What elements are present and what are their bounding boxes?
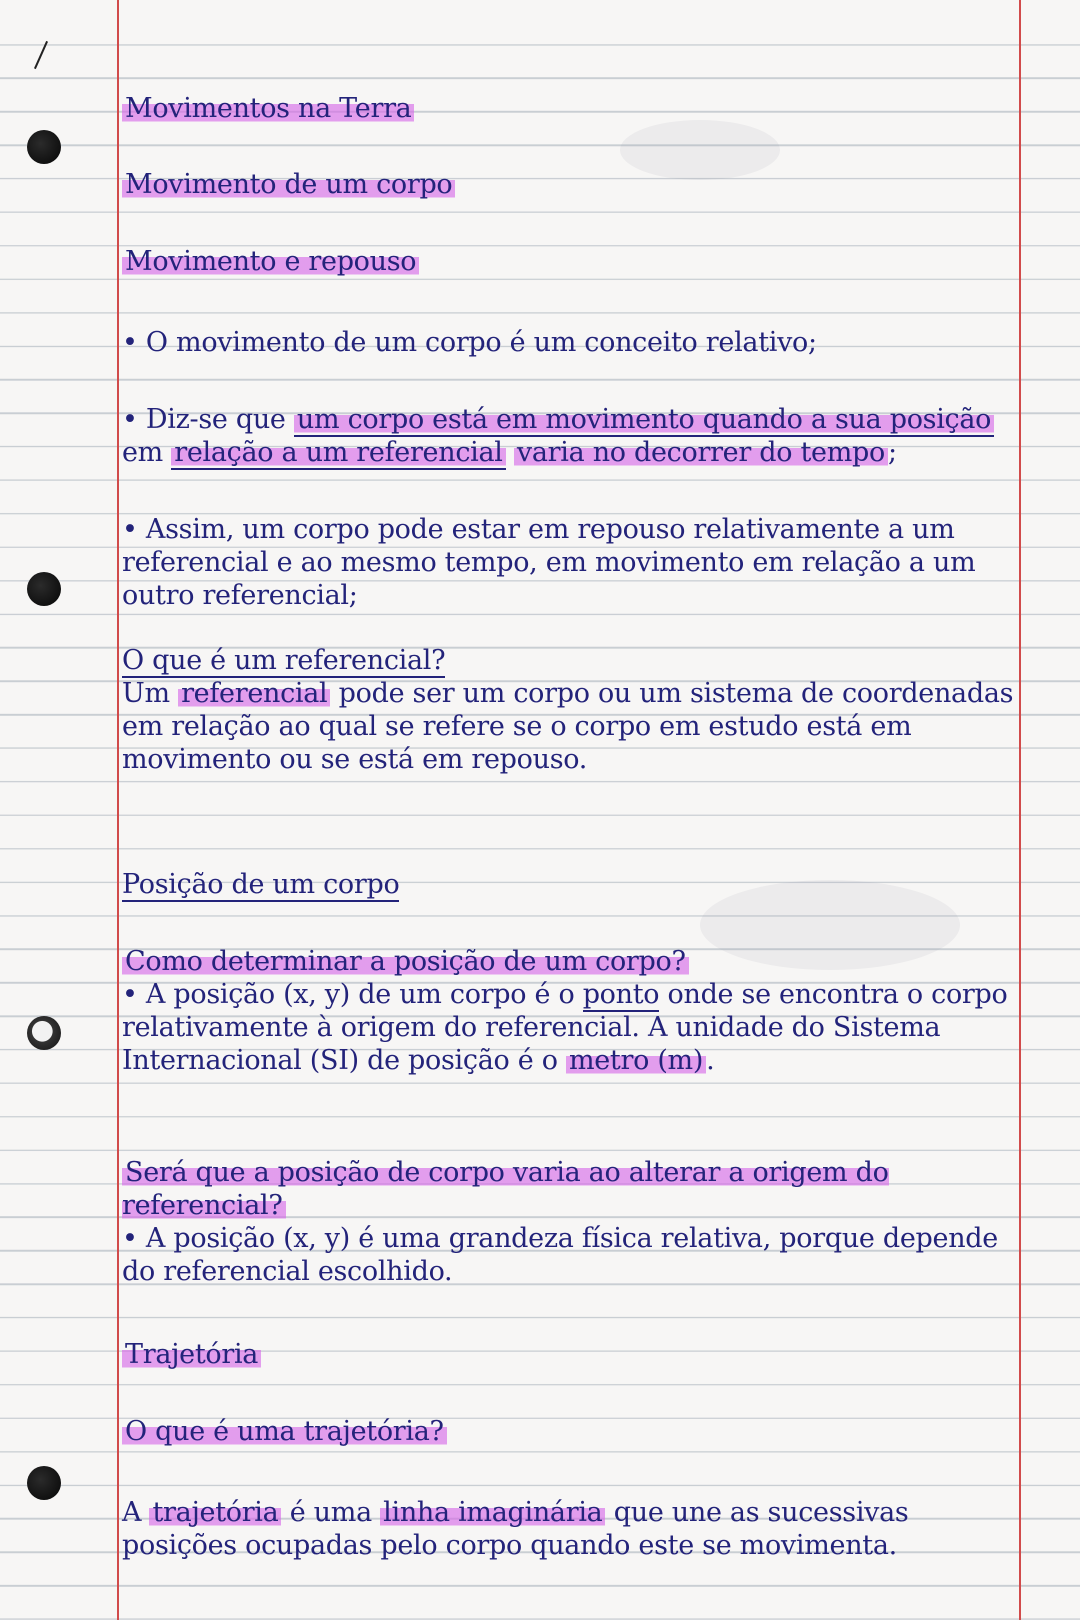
answer-referencial xyxy=(122,677,1017,776)
note-definicao-movimento xyxy=(122,403,1017,469)
note-text: é uma xyxy=(281,1497,381,1528)
highlighted-text: um corpo está em movimento quando a sua posição xyxy=(294,404,994,437)
heading-text: Movimento de um corpo xyxy=(122,169,455,200)
note-text: Um xyxy=(122,678,170,709)
note-text: onde se encontra o corpo relativamente à origem do referencial. A unidade do Sistema Internacional (SI) de posição é o xyxy=(122,979,1008,1076)
heading-movimentos-na-terra xyxy=(122,92,414,125)
note-assim: • Assim, um corpo pode estar em repouso relativamente a um referencial e ao mesmo tempo, em movimento em relação a um outro referencial; xyxy=(122,514,976,611)
note-text xyxy=(506,437,514,468)
question-text: Será que a posição de corpo varia ao alterar a origem do referencial? xyxy=(122,1157,889,1221)
note-text: pode ser um corpo ou um sistema de coordenadas em relação ao qual se refere se o corpo em estudo está em movimento ou se está em repouso. xyxy=(122,678,1014,775)
heading-movimento-e-repouso xyxy=(122,245,419,278)
heading-text: Movimento e repouso xyxy=(122,246,419,277)
highlighted-text: varia no decorrer do tempo xyxy=(514,437,888,468)
question-text: O que é uma trajetória? xyxy=(122,1416,447,1447)
note-text: • Diz-se que xyxy=(122,404,286,435)
binder-hole xyxy=(27,130,61,164)
note-conceito-relativo: • O movimento de um corpo é um conceito relativo; xyxy=(122,327,817,358)
note-text: A xyxy=(122,1497,150,1528)
paper-smudge xyxy=(700,880,960,970)
paper-smudge xyxy=(620,120,780,180)
heading-text: Trajetória xyxy=(122,1339,261,1370)
pen-mark xyxy=(34,41,48,69)
highlighted-text: linha imaginária xyxy=(380,1497,605,1528)
highlighted-text: metro (m) xyxy=(566,1045,706,1076)
heading-movimento-de-um-corpo xyxy=(122,168,455,201)
heading-posicao xyxy=(122,868,399,901)
note-text: em xyxy=(122,437,172,468)
underlined-text: ponto xyxy=(582,979,660,1010)
heading-text: Movimentos na Terra xyxy=(122,93,414,124)
heading-trajetoria xyxy=(122,1338,261,1371)
binder-hole-reinforced xyxy=(27,1016,61,1050)
note-text: que une as sucessivas posições ocupadas pelo corpo quando este se movimenta. xyxy=(122,1497,909,1561)
highlighted-text: referencial xyxy=(178,678,330,709)
highlighted-text: trajetória xyxy=(149,1497,281,1528)
question-origem xyxy=(122,1156,1017,1222)
answer-origem: • A posição (x, y) é uma grandeza física relativa, porque depende do referencial escolhido. xyxy=(122,1223,998,1287)
question-posicao xyxy=(122,945,689,978)
answer-trajetoria xyxy=(122,1496,1017,1562)
right-margin-line xyxy=(1019,0,1021,1620)
note-text: • A posição (x, y) de um corpo é o xyxy=(122,979,583,1010)
binder-hole xyxy=(27,1466,61,1500)
question-trajetoria xyxy=(122,1415,447,1448)
left-margin-line xyxy=(117,0,119,1620)
note-text: ; xyxy=(887,437,897,468)
note-text: . xyxy=(706,1045,715,1076)
question-referencial xyxy=(122,644,445,677)
heading-text: Posição de um corpo xyxy=(122,869,400,900)
highlighted-text: relação a um referencial xyxy=(171,437,505,470)
binder-hole xyxy=(27,572,61,606)
question-text: O que é um referencial? xyxy=(122,645,446,676)
question-text: Como determinar a posição de um corpo? xyxy=(122,946,689,977)
answer-posicao xyxy=(122,978,1017,1077)
